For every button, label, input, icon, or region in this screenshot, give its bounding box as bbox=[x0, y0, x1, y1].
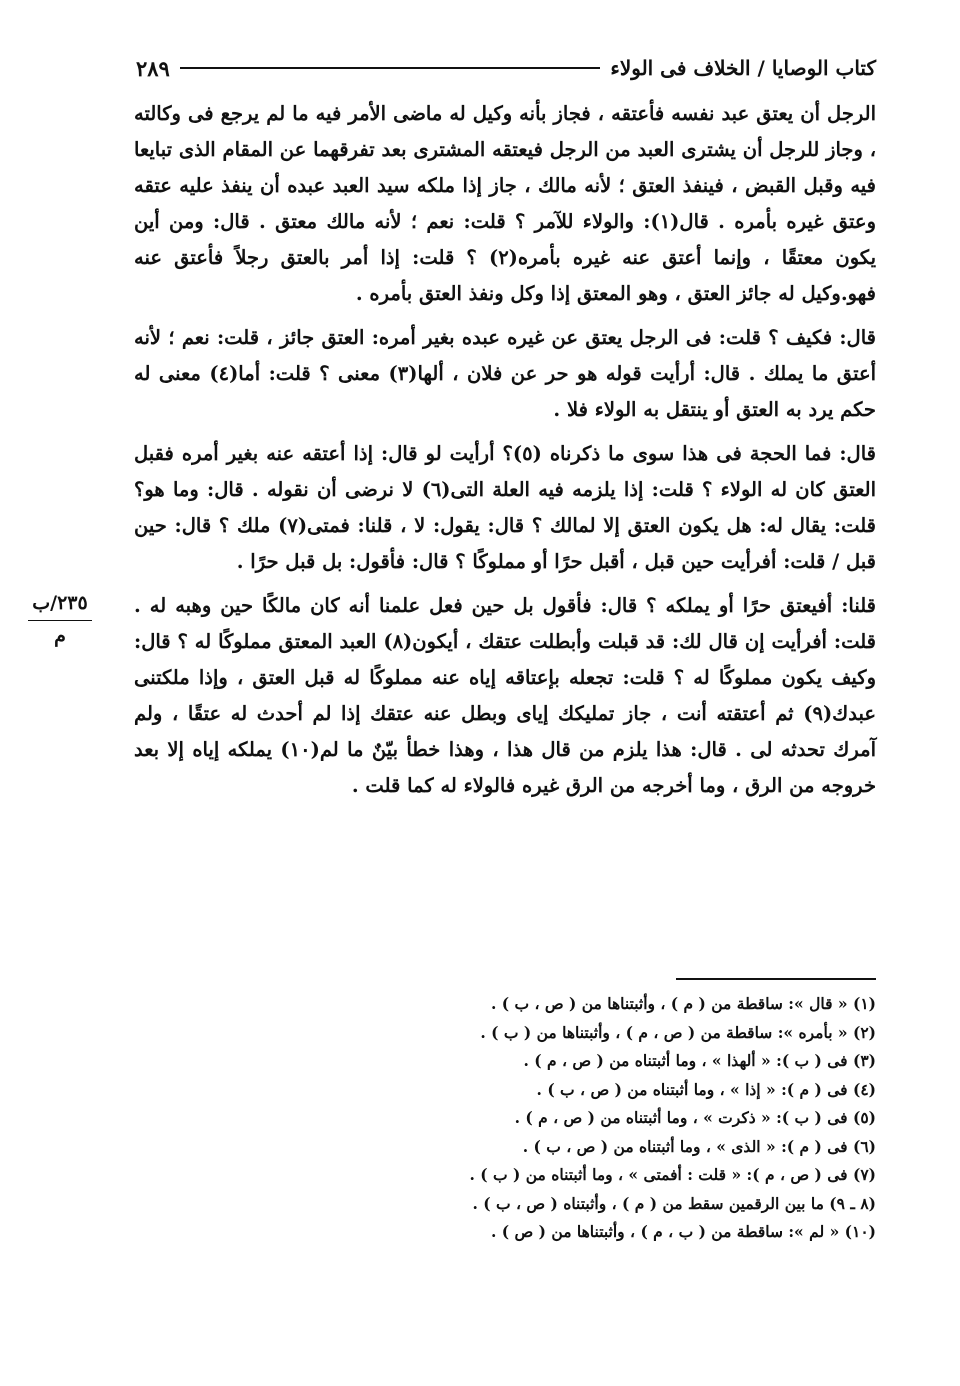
footnote-separator bbox=[676, 978, 876, 980]
paragraph: الرجل أن يعتق عبد نفسه فأعتقه ، فجاز بأنه وكيل له ماضى الأمر فيه ما لم يرجع فى وكالته ، وجاز للرجل أن يشترى العبد من الرجل فيعتقه المشترى بعد تفرقهما عن المقام الذى تبايعا فيه وقبل القبض ، فينفذ العتق ؛ لأنه مالك ، جاز إذا ملكه سيد العبد عبده أن ينفذ عليه عتقه وعتق غيره بأمره . قال(١): والولاء للآمر ؟ قلت: نعم ؛ لأنه مالك معتق . قال: ومن أين يكون معتقًا ، وإنما أعتق عنه غيره بأمره(٢) ؟ قلت: إذا أمر بالعتق رجلاً فأعتق عنه فهو.وكيل له جائز العتق ، وهو المعتق إذا وكل ونفذ العتق بأمره . bbox=[134, 102, 877, 305]
header-rule bbox=[180, 67, 601, 69]
margin-folio-note bbox=[20, 590, 100, 649]
footnote: (٦) فى ( م ): « الذى » ، وما أثبتناه من ( ص ، ب ) . bbox=[522, 1136, 876, 1156]
folio-reference: ٢٣٥/ب bbox=[32, 592, 88, 614]
running-header bbox=[136, 48, 876, 88]
footnote: (٢) « بأمره »: ساقطة من ( ص ، م ) ، وأثبتناها من ( ب ) . bbox=[480, 1022, 876, 1042]
paragraph: قلنا: أفيعتق حرًا أو يملكه ؟ قال: فأقول بل حين فعل علمنا أنه كان مالكًا حين وهبه له . قلت: أفرأيت إن قال لك: قد قبلت وأبطلت عتقك ، أيكون(٨) العبد المعتق مملوكًا له ؟ قال: وكيف يكون مملوكًا له ؟ قلت: تجعله بإعتاقه إياه عنه مملوكًا له قبل العتق ، وإذا ملكتنى عبدك(٩) ثم أعتقته أنت ، جاز تمليكك إياى وبطل عنه عتقك إذا لم أحدث له عتقًا ، ولم آمرك تحدثه لى . قال: هذا يلزم من قال هذا ، وهذا خطأ بيّنٌ ما لم(١٠) يملكه إياه إلا بعد خروجه من الرق ، وما أخرجه من الرق غيره فالولاء له كما قلت . bbox=[134, 594, 876, 797]
paragraph: قال: فكيف ؟ قلت: فى الرجل يعتق عن غيره عبده بغير أمره: العتق جائز ، قلت: نعم ؛ لأنه أعتق ما يملك . قال: أرأيت قوله هو حر عن فلان ، ألها(٣) معنى ؟ قلت: أما(٤) معنى له حكم يرد به العتق أو ينتقل به الولاء فلا . bbox=[134, 326, 877, 421]
page-number: ٢٨٩ bbox=[136, 55, 170, 81]
running-title: كتاب الوصايا / الخلاف فى الولاء bbox=[610, 56, 876, 80]
margin-note-rule bbox=[28, 620, 92, 621]
main-text bbox=[134, 96, 876, 812]
footnote: (٧) فى ( ص ، م ): « قلت : أفمتى » ، وما أثبتناه من ( ب ) . bbox=[469, 1165, 876, 1184]
footnote: (٣) فى ( ب ): « ألهذا » ، وما أثبتناه من ( ص ، م ) . bbox=[523, 1051, 876, 1070]
paragraph: قال: فما الحجة فى هذا سوى ما ذكرناه (٥)؟ أرأيت لو قال: إذا أعتقه عنه بغير أمره فقبل العتق كان له الولاء ؟ قلت: إذا يلزمه فيه العلة التى(٦) لا نرضى أن نقوله . قال: وما هو؟ قلت: يقال له: هل يكون العتق إلا لمالك ؟ قال: يقول: لا ، قلنا: فمتى(٧) ملك ؟ قال: حين قبل / قلت: أفرأيت حين قبل ، أقبل حرًا أو مملوكًا ؟ قال: فأقول: بل قبل حرًا . bbox=[134, 442, 877, 573]
footnote: (١) « قال »: ساقطة من ( م ) ، وأثبتناها من ( ص ، ب ) . bbox=[490, 994, 876, 1013]
manuscript-siglum: م bbox=[54, 625, 66, 647]
footnote: (١٠) « لم »: ساقطة من ( ب ، م ) ، وأثبتناها من ( ص ) . bbox=[491, 1222, 876, 1241]
footnotes bbox=[300, 990, 876, 1247]
footnote: (٤) فى ( م ): « إذا » ، وما أثبتناه من ( ص ، ب ) . bbox=[536, 1079, 876, 1099]
footnote: (٥) فى ( ب ): « ذكرت » ، وما أثبتناه من ( ص ، م ) . bbox=[514, 1108, 876, 1127]
footnote: (٨ ـ ٩) ما بين الرقمين سقط من ( م ) ، وأثبتناه ( ص ، ب ) . bbox=[472, 1193, 876, 1213]
